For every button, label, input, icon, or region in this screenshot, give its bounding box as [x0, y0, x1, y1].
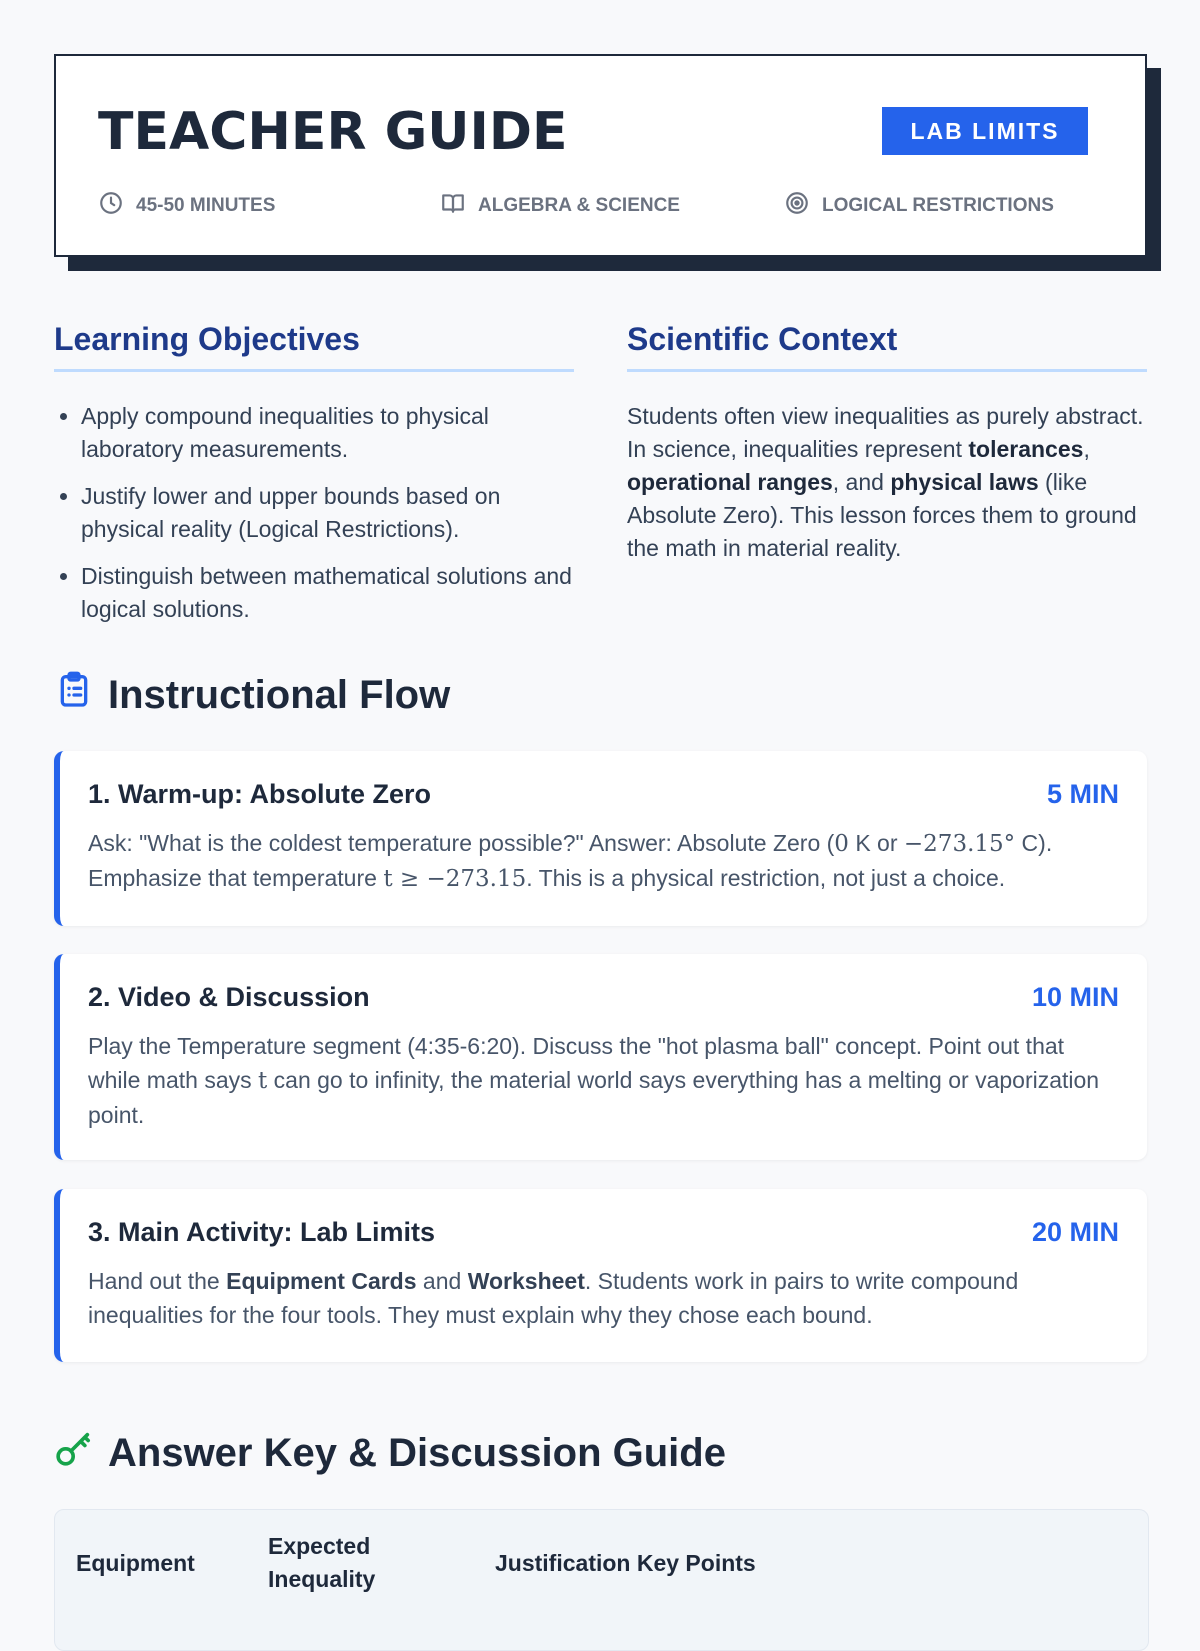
clock-icon: [98, 190, 124, 222]
flow-step: [54, 954, 1147, 1160]
context-term: operational ranges: [627, 469, 833, 495]
step-duration: 5 MIN: [1046, 779, 1119, 809]
key-icon: [54, 1428, 94, 1478]
context-text: Students often view inequalities as purely abstract. In science, inequalities represent: [627, 403, 1144, 462]
flow-step: [54, 1189, 1147, 1362]
scientific-context: [627, 317, 1147, 565]
objectives-heading: Learning Objectives: [54, 317, 574, 372]
step-title: 1. Warm-up: Absolute Zero: [88, 779, 432, 809]
guide-header: [54, 54, 1147, 257]
column-header-inequality: Expected Inequality: [268, 1533, 376, 1592]
math-expression: −273.15°: [903, 831, 1016, 857]
context-term: physical laws: [890, 469, 1039, 495]
context-term: tolerances: [968, 436, 1084, 462]
flow-step: [54, 751, 1147, 926]
math-expression: t: [258, 1068, 268, 1094]
step-description: [88, 1029, 1119, 1132]
meta-focus-label: LOGICAL RESTRICTIONS: [822, 195, 1054, 216]
step-title: 2. Video & Discussion: [88, 982, 370, 1012]
step-duration: 20 MIN: [1031, 1217, 1119, 1247]
header-card: [54, 54, 1147, 257]
section-title: Instructional Flow: [108, 672, 451, 717]
step-text: Play the Temperature segment (4:35-6:20). Discuss the "hot plasma ball" concept. Point out that while math says: [88, 1033, 1065, 1093]
context-paragraph: [627, 400, 1147, 565]
step-description: [88, 826, 1119, 896]
page-title: TEACHER GUIDE: [98, 102, 568, 162]
step-text: Hand out the: [88, 1268, 227, 1294]
context-text: ,: [1083, 436, 1090, 462]
step-title: 3. Main Activity: Lab Limits: [88, 1217, 436, 1247]
step-text: K or: [848, 830, 904, 856]
objective-item: • Distinguish between mathematical solutions and logical solutions.: [81, 560, 574, 626]
objective-item: • Justify lower and upper bounds based on physical reality (Logical Restrictions).: [81, 480, 574, 546]
math-expression: t ≥ −273.15: [383, 866, 527, 892]
meta-duration: [98, 190, 275, 222]
step-term: Worksheet: [467, 1268, 585, 1294]
step-text: can go to infinity, the material world says everything has a melting or vaporization point.: [88, 1067, 1100, 1128]
answer-key-table: [54, 1509, 1149, 1651]
teacher-guide-page: [54, 54, 1147, 1592]
lab-limits-badge: LAB LIMITS: [882, 107, 1088, 155]
clipboard-icon: [54, 670, 94, 720]
instructional-flow-heading: [54, 670, 450, 720]
step-duration: 10 MIN: [1031, 982, 1119, 1012]
step-text: . This is a physical restriction, not just a choice.: [526, 865, 1006, 891]
step-text: . Students work in pairs to write compound inequalities for the four tools. They must explain why they chose each bound.: [88, 1268, 1019, 1328]
answer-key-heading: [54, 1428, 726, 1478]
objective-item: • Apply compound inequalities to physical laboratory measurements.: [81, 400, 574, 466]
meta-subject-label: ALGEBRA & SCIENCE: [478, 195, 680, 216]
target-icon: [784, 190, 810, 222]
objectives-list: [54, 400, 574, 626]
section-title: Answer Key & Discussion Guide: [108, 1430, 726, 1475]
meta-duration-label: 45-50 MINUTES: [136, 195, 276, 216]
context-text: (like Absolute Zero). This lesson forces them to ground the math in material reality.: [627, 469, 1137, 561]
context-text: , and: [832, 469, 891, 495]
book-icon: [440, 190, 466, 222]
column-header-equipment: Equipment: [76, 1550, 195, 1576]
step-term: Equipment Cards: [226, 1268, 417, 1294]
context-heading: Scientific Context: [627, 317, 1147, 372]
step-description: [88, 1264, 1119, 1332]
meta-subject: [440, 190, 680, 222]
meta-focus: [784, 190, 1054, 222]
intro-columns: [54, 317, 1147, 622]
learning-objectives: [54, 317, 574, 640]
step-text: and: [416, 1268, 468, 1294]
step-text: Ask: "What is the coldest temperature possible?" Answer: Absolute Zero (: [88, 830, 835, 856]
step-text: C). Emphasize that temperature: [88, 830, 1053, 891]
column-header-justification: Justification Key Points: [495, 1550, 756, 1576]
math-expression: 0: [834, 831, 849, 857]
